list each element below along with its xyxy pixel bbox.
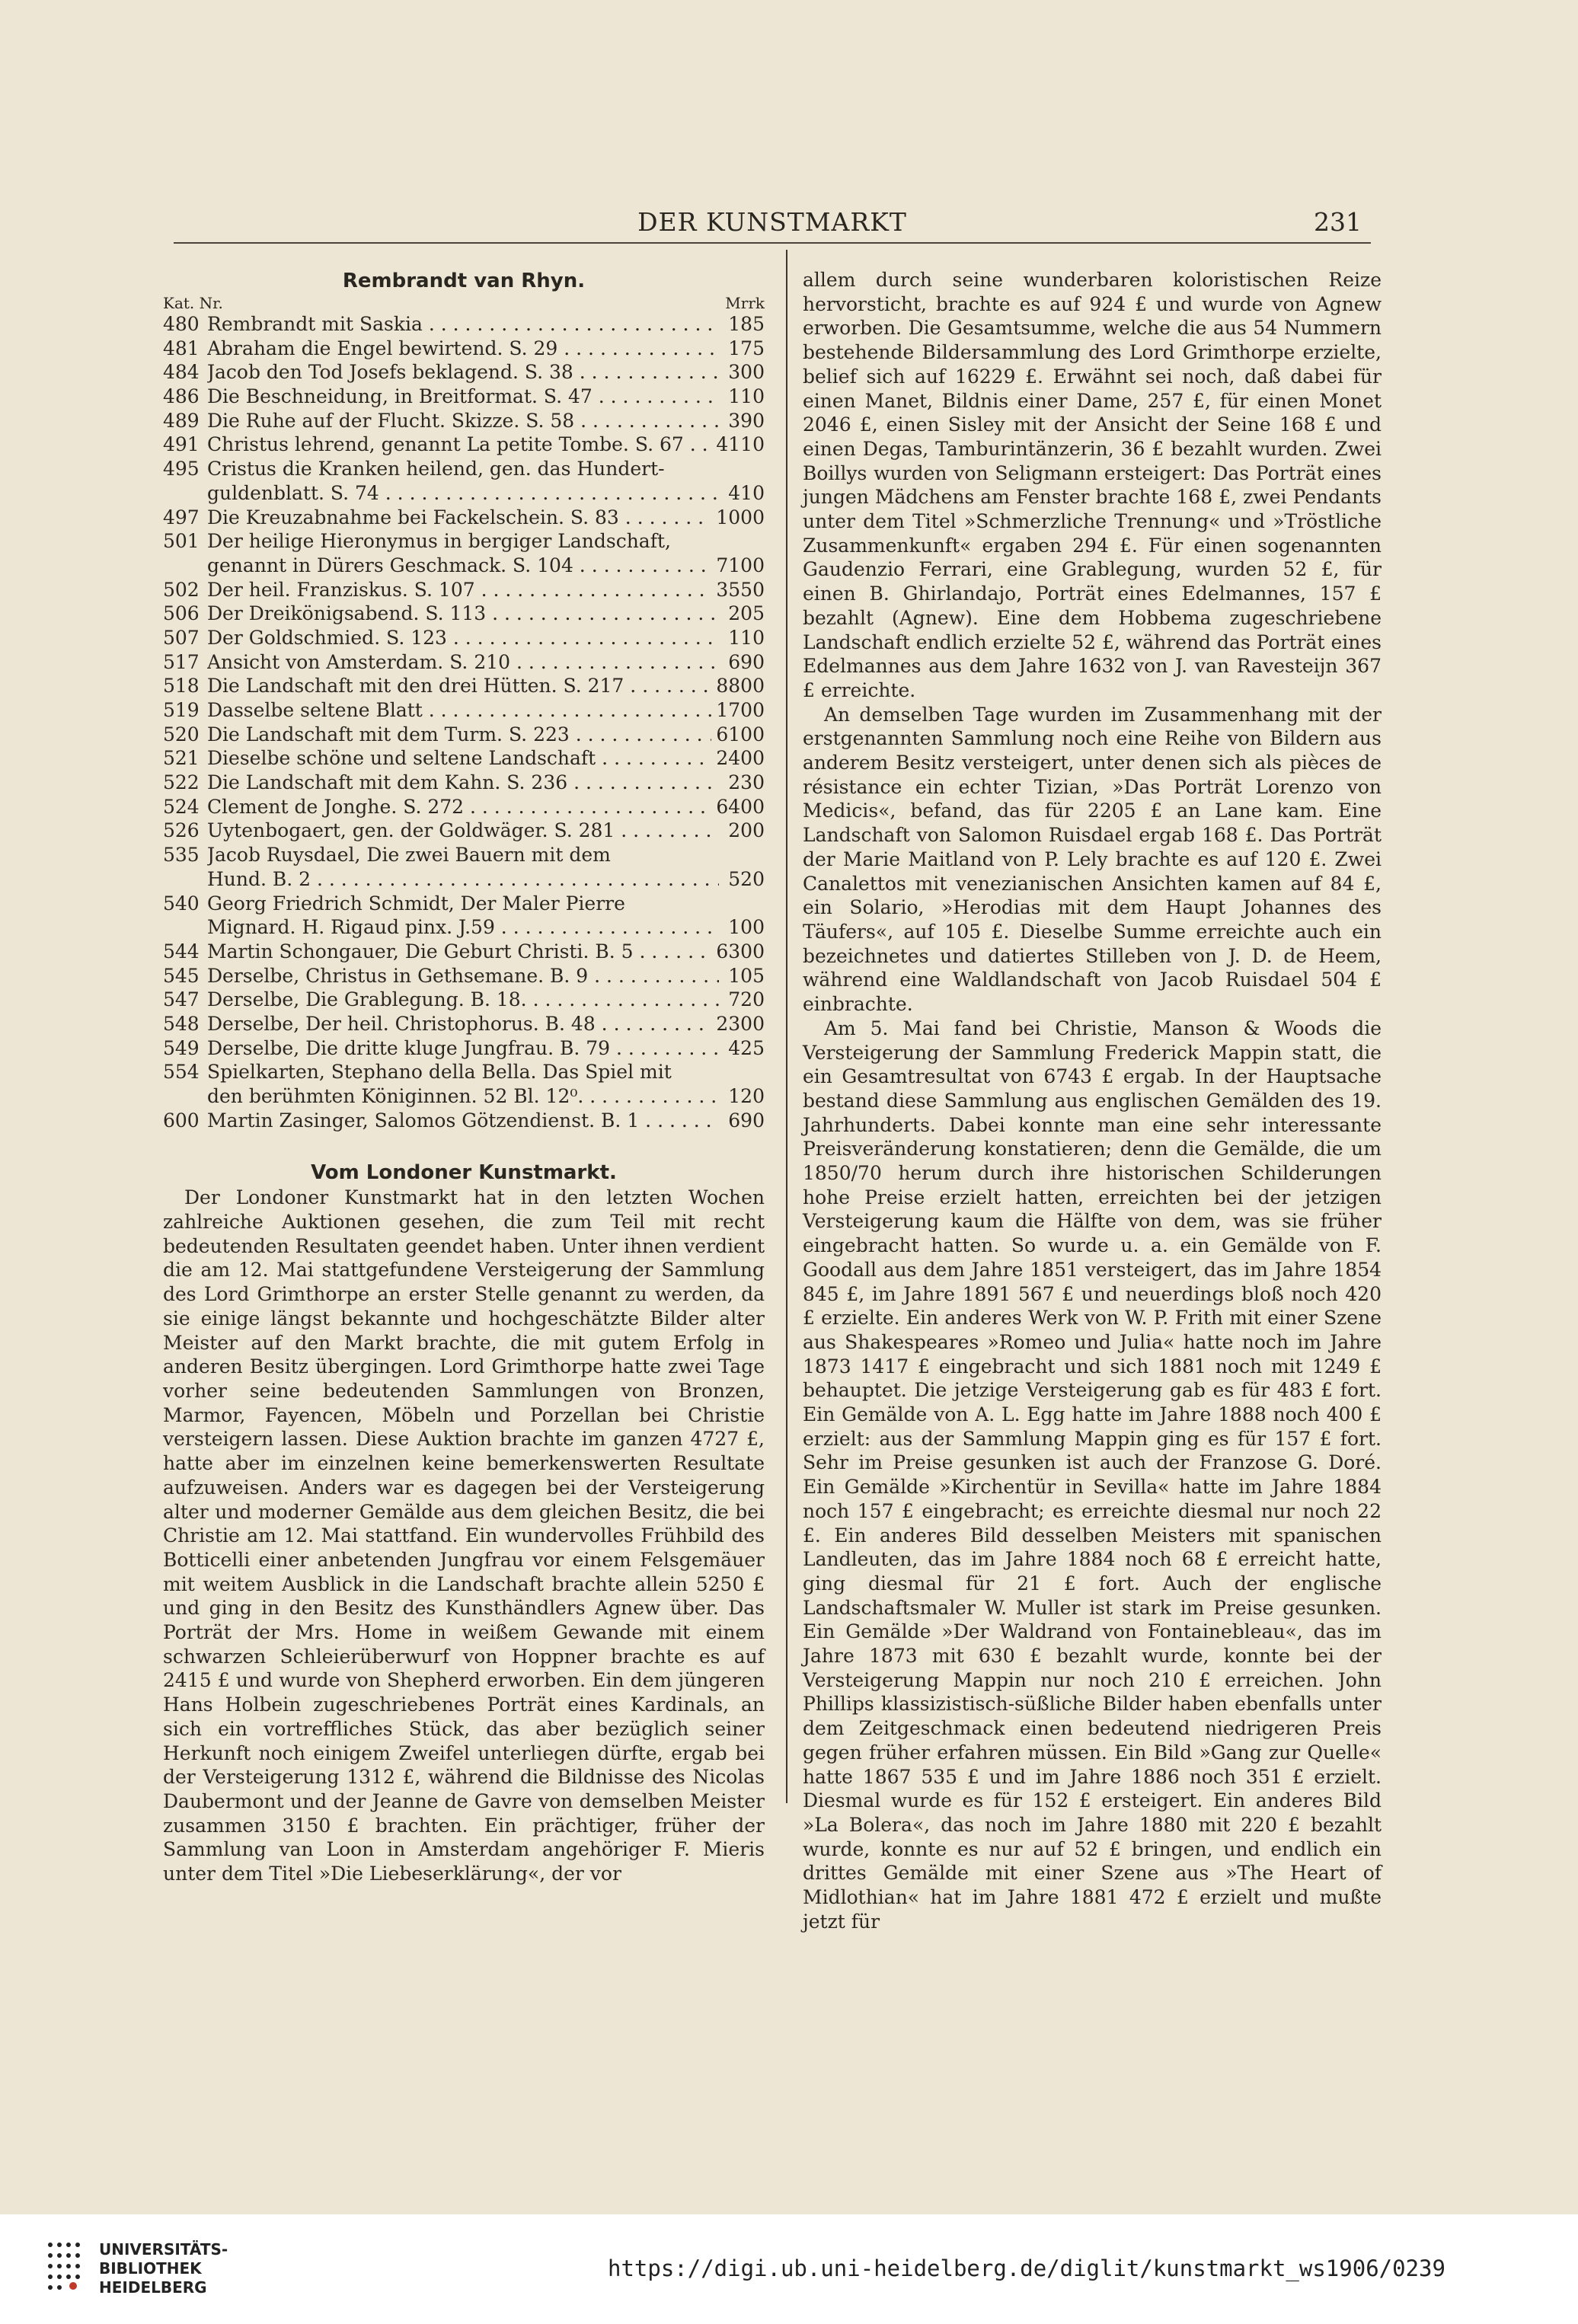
catalog-price: 205	[728, 602, 765, 625]
catalog-price: 110	[728, 626, 765, 649]
catalog-title: Der Goldschmied. S. 123 . . .	[207, 626, 719, 650]
catalog-price: 8800	[716, 675, 765, 698]
catalog-number: 486	[163, 385, 200, 408]
catalog-number: 521	[163, 747, 200, 770]
catalog-title: Spielkarten, Stephano della Bella. Das Spiel mit	[207, 1061, 672, 1084]
catalog-entry	[163, 360, 765, 385]
catalog-price: 230	[728, 771, 765, 794]
catalog-title: Uytenbogaert, gen. der Goldwäger. S. 281 . . .	[207, 819, 719, 843]
catalog-number: 524	[163, 795, 200, 818]
catalog-price: 6400	[716, 795, 765, 818]
right-column	[803, 268, 1382, 1934]
catalog-number: 540	[163, 892, 200, 915]
left-column	[163, 268, 765, 1886]
section-title-rembrandt: Rembrandt van Rhyn.	[342, 270, 586, 292]
catalog-price: 1700	[716, 699, 765, 721]
catalog-entry	[163, 1060, 765, 1084]
section-title-london: Vom Londoner Kunstmarkt.	[311, 1161, 617, 1185]
catalog-header	[163, 294, 765, 312]
catalog-price: 120	[728, 1085, 765, 1107]
catalog-title-continued: Mignard. H. Rigaud pinx. J.59 . . .	[207, 915, 719, 940]
catalog-price: 3550	[716, 578, 765, 601]
catalog-title: Cristus die Kranken heilend, gen. das Hundert-	[207, 458, 665, 480]
catalog-number: 526	[163, 819, 200, 842]
catalog-entry	[163, 723, 765, 747]
catalog-number: 491	[163, 433, 200, 456]
catalog-number: 545	[163, 964, 200, 987]
catalog-price: 175	[728, 337, 765, 359]
catalog-entry	[163, 626, 765, 650]
catalog-entry	[163, 457, 765, 481]
catalog-number: 519	[163, 699, 200, 721]
spacer	[163, 1132, 765, 1160]
catalog-number: 600	[163, 1109, 200, 1132]
catalog-entry	[163, 771, 765, 795]
article-paragraph: Der Londoner Kunstmarkt hat in den letzten Wochen zahlreiche Auktionen gesehen, die zum Teil mit recht bedeutenden Resultaten geendet haben. Unter ihnen verdient die am 12. Mai stattgefundene Versteigerung der Sammlung des Lord Grimthorpe an erster Stelle genannt zu werden, da sie einige längst bekannte und hochgeschätzte Bilder alter Meister auf den Markt brachte, die mit gutem Erfolg in anderen Besitz übergingen. Lord Grimthorpe hatte zwei Tage vorher seine bedeutenden Sammlungen von Bronzen, Marmor, Fayencen, Möbeln und Porzellan bei Christie versteigern lassen. Diese Auktion brachte im ganzen 4727 £, hatte aber im einzelnen keine bemerkenswerten Resultate aufzuweisen. Anders war es dagegen bei der Versteigerung alter und moderner Gemälde aus dem gleichen Besitz, die bei Christie am 12. Mai stattfand. Ein wundervolles Frühbild des Botticelli einer anbetenden Jungfrau vor einem Felsgemäuer mit weitem Ausblick in die Landschaft brachte allein 5250 £ und ging in den Besitz des Kunsthändlers Agnew über. Das Porträt der Mrs. Home in weißem Gewande mit einem schwarzen Schleierüberwurf von Hoppner brachte es auf 2415 £ und wurde von Shepherd erworben. Ein dem jüngeren Hans Holbein zugeschriebenes Porträt eines Kardinals, an sich ein vortreffliches Stück, das aber bezüglich seiner Herkunft noch einigem Zweifel unterliegen dürfte, ergab bei der Versteigerung 1312 £, während die Bildnisse des Nicolas Daubermont und der Jeanne de Gavre von demselben Meister zusammen 3150 £ brachten. Ein prächtiger, früher der Sammlung van Loon in Amsterdam angehöriger F. Mieris unter dem Titel »Die Liebeserklärung«, der vor	[163, 1186, 765, 1885]
catalog-price: 300	[728, 361, 765, 384]
catalog-number: 507	[163, 626, 200, 649]
catalog-price: 390	[728, 409, 765, 432]
catalog-entry	[163, 650, 765, 675]
catalog-entry	[163, 674, 765, 698]
catalog-number: 518	[163, 675, 200, 698]
header-rule	[174, 242, 1371, 244]
catalog-number: 522	[163, 771, 200, 794]
catalog-price: 2400	[716, 747, 765, 770]
catalog-title: Der Dreikönigsabend. S. 113 . . .	[207, 602, 719, 626]
catalog-title: Dasselbe seltene Blatt . . .	[207, 698, 711, 723]
catalog-number: 544	[163, 940, 200, 962]
catalog-title: Die Landschaft mit dem Kahn. S. 236 . . .	[207, 771, 719, 795]
catalog-entry	[163, 409, 765, 433]
catalog-number: 481	[163, 337, 200, 359]
catalog-title: Die Kreuzabnahme bei Fackelschein. S. 83 . . .	[207, 506, 711, 530]
catalog-price: 1000	[716, 506, 765, 528]
catalog-entry	[163, 940, 765, 964]
catalog-entry	[163, 795, 765, 819]
catalog-entry	[163, 1109, 765, 1133]
catalog-entry-continuation	[163, 554, 765, 578]
catalog-title: Jacob Ruysdael, Die zwei Bauern mit dem	[207, 844, 611, 867]
catalog-title: Die Landschaft mit dem Turm. S. 223 . . .	[207, 723, 711, 747]
catalog-title: Abraham die Engel bewirtend. S. 29 . . .	[207, 337, 719, 361]
catalog-title: Derselbe, Christus in Gethsemane. B. 9 . . .	[207, 964, 719, 988]
catalog-entry	[163, 988, 765, 1012]
catalog-title: Christus lehrend, genannt La petite Tombe. S. 67 . . .	[207, 433, 711, 457]
catalog-entry	[163, 433, 765, 457]
catalog-number: 502	[163, 578, 200, 601]
catalog-number: 495	[163, 458, 200, 480]
catalog-title: Jacob den Tod Josefs beklagend. S. 38 . . .	[207, 360, 719, 385]
catalog-entry	[163, 746, 765, 771]
catalog-title: Georg Friedrich Schmidt, Der Maler Pierre	[207, 892, 625, 915]
catalog-entry	[163, 385, 765, 409]
catalog-price: 105	[728, 964, 765, 987]
catalog-list	[163, 312, 765, 1132]
source-url-link[interactable]: https://digi.ub.uni-heidelberg.de/diglit/kunstmarkt_ws1906/0239	[608, 2255, 1445, 2281]
catalog-number: 489	[163, 409, 200, 432]
catalog-entry-continuation	[163, 481, 765, 506]
catalog-entry	[163, 529, 765, 554]
library-name: UNIVERSITÄTS- BIBLIOTHEK HEIDELBERG	[99, 2240, 228, 2297]
catalog-price: 690	[728, 650, 765, 673]
article-paragraph: An demselben Tage wurden im Zusammenhang mit der erstgenannten Sammlung noch eine Reihe von Bildern aus anderem Besitz versteigert, unter denen sich als pièces de résistance ein echter Tizian, »Das Porträt Lorenzo von Medicis«, befand, das für 2205 £ an Lane kam. Eine Landschaft von Salomon Ruisdael ergab 168 £. Das Porträt der Marie Maitland von P. Lely brachte es auf 120 £. Zwei Canalettos mit venezianischen Ansichten kamen auf 84 £, ein Solario, »Herodias mit dem Haupt Johannes des Täufers«, auf 105 £. Dieselbe Summe erreichte auch ein bezeichnetes und datiertes Stilleben von J. D. de Heem, während eine Waldlandschaft von Jacob Ruisdael 504 £ einbrachte.	[803, 703, 1382, 1016]
catalog-nr-header: Kat. Nr.	[163, 294, 223, 312]
catalog-entry	[163, 578, 765, 602]
catalog-price: 4110	[716, 433, 765, 456]
catalog-number: 548	[163, 1012, 200, 1035]
catalog-price: 425	[728, 1036, 765, 1059]
catalog-price: 7100	[716, 554, 765, 576]
catalog-entry	[163, 1012, 765, 1036]
footer-bar	[0, 2214, 1578, 2324]
catalog-title: Der heilige Hieronymus in bergiger Landschaft,	[207, 530, 671, 553]
page-number: 231	[1314, 207, 1362, 237]
catalog-title-continued: den berühmten Königinnen. 52 Bl. 12⁰. . . .	[207, 1084, 719, 1109]
catalog-entry	[163, 843, 765, 867]
catalog-price: 690	[728, 1109, 765, 1132]
article-paragraph: Am 5. Mai fand bei Christie, Manson & Woods die Versteigerung der Sammlung Frederick Mappin statt, die ein Gesamtresultat von 6743 £ ergab. In der Hauptsache bestand diese Sammlung aus englischen Gemälden des 19. Jahrhunderts. Dabei konnte man eine sehr interessante Preisveränderung konstatieren; denn die Gemälde, die um 1850/70 herum durch ihre historischen Schilderungen hohe Preise erzielt hatten, erreichten bei der jetzigen Versteigerung kaum die Hälfte von dem, was sie früher eingebracht hatten. So wurde u. a. ein Gemälde von F. Goodall aus dem Jahre 1851 versteigert, das im Jahre 1854 845 £, im Jahre 1891 567 £ und neuerdings bloß noch 420 £ erzielte. Ein anderes Werk von W. P. Frith mit einer Szene aus Shakespeares »Romeo und Julia« hatte noch im Jahre 1873 1417 £ eingebracht und sich 1881 noch mit 1249 £ behauptet. Die jetzige Versteigerung gab es für 483 £ fort. Ein Gemälde von A. L. Egg hatte im Jahre 1888 noch 400 £ erzielt: aus der Sammlung Mappin ging es für 157 £ fort. Sehr im Preise gesunken ist auch der Franzose G. Doré. Ein Gemälde »Kirchentür in Sevilla« hatte im Jahre 1884 noch 157 £ eingebracht; es erreichte diesmal nur noch 22 £. Ein anderes Bild desselben Meisters mit spanischen Landleuten, das im Jahre 1884 noch 68 £ erreicht hatte, ging diesmal für 21 £ fort. Auch der englische Landschaftsmaler W. Muller ist stark im Preise gesunken. Ein Gemälde »Der Waldrand von Fontainebleau«, das im Jahre 1873 mit 630 £ bezahlt wurde, konnte bei der Versteigerung Mappin nur noch 210 £ erreichen. John Phillips klassizistisch-süßliche Bilder haben ebenfalls unter dem Zeitgeschmack einen bedeutend niedrigeren Preis gegen früher erfahren müssen. Ein Bild »Gang zur Quelle« hatte 1867 535 £ und im Jahre 1886 noch 351 £ erzielt. Diesmal wurde es für 152 £ ersteigert. Ein anderes Bild »La Bolera«, das noch im Jahre 1880 mit 220 £ bezahlt wurde, konnte es nur auf 52 £ bringen, und endlich ein drittes Gemälde mit einer Szene aus »The Heart of Midlothian« hat im Jahre 1881 472 £ erzielt und mußte jetzt für	[803, 1017, 1382, 1933]
running-title: DER KUNSTMARKT	[637, 207, 907, 237]
catalog-title: Rembrandt mit Saskia . . .	[207, 312, 719, 337]
catalog-title: Der heil. Franziskus. S. 107 . . .	[207, 578, 711, 602]
catalog-entry	[163, 1036, 765, 1061]
catalog-entry	[163, 819, 765, 843]
article-paragraph: allem durch seine wunderbaren koloristischen Reize hervorsticht, brachte es auf 924 £ und wurde von Agnew erworben. Die Gesamtsumme, welche die aus 54 Nummern bestehende Bildersammlung des Lord Grimthorpe erzielte, belief sich auf 16229 £. Erwähnt sei noch, daß dabei für einen Manet, Bildnis einer Dame, 257 £, für einen Monet 2046 £, einen Sisley mit der Ansicht der Seine 168 £ und einen Degas, Tamburintänzerin, 36 £ bezahlt wurden. Zwei Boillys wurden von Seligmann ersteigert: Das Porträt eines jungen Mädchens am Fenster brachte 168 £, zwei Pendants unter dem Titel »Schmerzliche Trennung« und »Tröstliche Zusammenkunft« ergaben 294 £. Für einen sogenannten Gaudenzio Ferrari, eine Grablegung, wurden 52 £, für einen B. Ghirlandajo, Porträt eines Edelmannes, 157 £ bezahlt (Agnew). Eine dem Hobbema zugeschriebene Landschaft endlich erzielte 52 £, während das Porträt eines Edelmannes aus dem Jahre 1632 von J. van Ravesteijn 367 £ erreichte.	[803, 269, 1382, 701]
heidelberg-library-logo-icon	[43, 2237, 87, 2298]
catalog-title: Die Landschaft mit den drei Hütten. S. 217 . . .	[207, 674, 711, 698]
catalog-number: 484	[163, 361, 200, 384]
catalog-title: Clement de Jonghe. S. 272 . . .	[207, 795, 711, 819]
catalog-title: Martin Schongauer, Die Geburt Christi. B. 5 . . .	[207, 940, 711, 964]
catalog-entry-continuation	[163, 867, 765, 892]
catalog-number: 549	[163, 1036, 200, 1059]
catalog-title-continued: guldenblatt. S. 74 . . .	[207, 481, 719, 506]
catalog-number: 497	[163, 506, 200, 528]
catalog-price: 6300	[716, 940, 765, 962]
page-header	[174, 204, 1371, 241]
catalog-title: Dieselbe schöne und seltene Landschaft . . .	[207, 746, 711, 771]
catalog-number: 535	[163, 844, 200, 867]
catalog-number: 554	[163, 1061, 200, 1084]
catalog-title-continued: genannt in Dürers Geschmack. S. 104 . . .	[207, 554, 711, 578]
catalog-entry	[163, 506, 765, 530]
catalog-number: 480	[163, 313, 200, 335]
catalog-entry	[163, 602, 765, 626]
catalog-number: 517	[163, 650, 200, 673]
catalog-title: Ansicht von Amsterdam. S. 210 . . .	[207, 650, 719, 675]
catalog-price: 720	[728, 988, 765, 1011]
catalog-entry	[163, 892, 765, 916]
catalog-number: 547	[163, 988, 200, 1011]
catalog-price: 100	[728, 916, 765, 939]
column-divider	[786, 250, 787, 1803]
catalog-number: 506	[163, 602, 200, 625]
catalog-title-continued: Hund. B. 2 . . .	[207, 867, 719, 892]
catalog-number: 520	[163, 723, 200, 745]
catalog-entry	[163, 312, 765, 337]
catalog-number: 501	[163, 530, 200, 553]
catalog-title: Derselbe, Der heil. Christophorus. B. 48 . . .	[207, 1012, 711, 1036]
catalog-price: 110	[728, 385, 765, 408]
catalog-entry-continuation	[163, 1084, 765, 1109]
catalog-title: Die Beschneidung, in Breitformat. S. 47 . . .	[207, 385, 719, 409]
catalog-price: 185	[728, 313, 765, 335]
catalog-title: Derselbe, Die Grablegung. B. 18. . . .	[207, 988, 719, 1012]
catalog-price: 2300	[716, 1012, 765, 1035]
catalog-entry	[163, 698, 765, 723]
catalog-entry-continuation	[163, 915, 765, 940]
catalog-price-header: Mrrk	[725, 294, 765, 312]
catalog-title: Die Ruhe auf der Flucht. Skizze. S. 58 . . .	[207, 409, 719, 433]
catalog-price: 520	[728, 867, 765, 890]
catalog-title: Martin Zasinger, Salomos Götzendienst. B. 1 . . .	[207, 1109, 719, 1133]
catalog-entry	[163, 337, 765, 361]
catalog-price: 200	[728, 819, 765, 842]
catalog-price: 6100	[716, 723, 765, 745]
catalog-title: Derselbe, Die dritte kluge Jungfrau. B. 79 . . .	[207, 1036, 719, 1061]
catalog-price: 410	[728, 481, 765, 504]
catalog-entry	[163, 964, 765, 988]
